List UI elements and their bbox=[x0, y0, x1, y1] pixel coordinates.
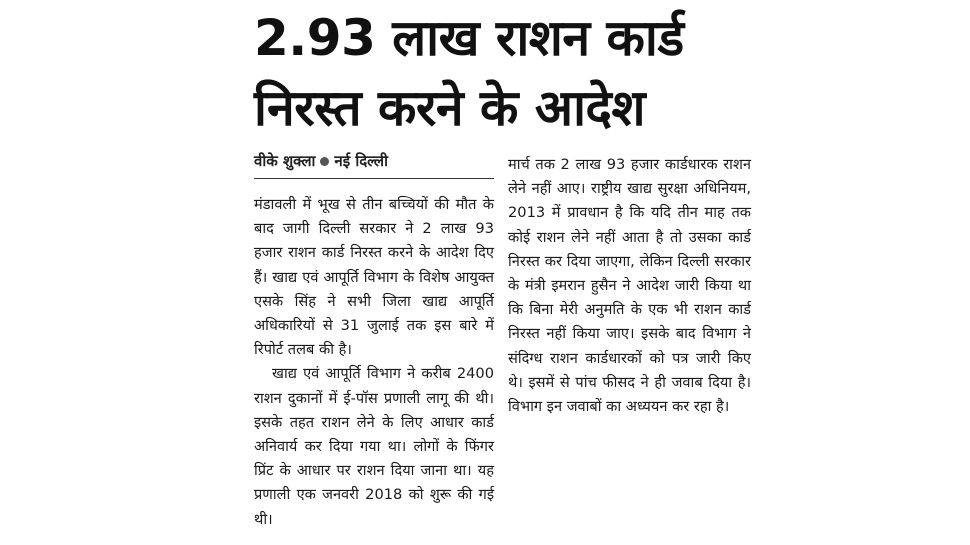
byline-divider bbox=[254, 178, 494, 179]
article-paragraph-3: मार्च तक 2 लाख 93 हजार कार्डधारक राशन लेने नहीं आए। राष्ट्रीय खाद्य सुरक्षा अधिनियम, 2013 में प्रावधान है कि यदि तीन माह तक कोई राशन लेने नहीं आता है तो उसका कार्ड निरस्त कर दिया जाएगा, लेकिन दिल्ली सरकार के मंत्री इमरान हुसैन ने आदेश जारी किया था कि बिना मेरी अनुमति के एक भी राशन कार्ड निरस्त नहीं किया जाए। इसके बाद विभाग ने संदिग्ध राशन कार्डधारकों को पत्र जारी किए थे। इसमें से पांच फीसद ने ही जवाब दिया है। विभाग इन जवाबों का अध्ययन कर रहा है। bbox=[508, 156, 751, 416]
headline-line-1: 2.93 लाख राशन कार्ड bbox=[254, 9, 684, 67]
article-column-right bbox=[508, 153, 751, 419]
article-paragraph-1: मंडावली में भूख से तीन बच्चियों की मौत के बाद जागी दिल्ली सरकार ने 2 लाख 93 हजार राशन कार्ड निरस्त करने के आदेश दिए हैं। खाद्य एवं आपूर्ति विभाग के विशेष आयुक्त एसके सिंह ने सभी जिला खाद्य आपूर्ति अधिकारियों से 31 जुलाई तक इस बारे में रिपोर्ट तलब की है। bbox=[254, 196, 494, 359]
article-column-left bbox=[254, 193, 494, 532]
byline bbox=[254, 150, 388, 172]
bullet-dot-icon bbox=[320, 157, 329, 166]
byline-author: वीके शुक्ला bbox=[254, 152, 316, 170]
article-paragraph-2: खाद्य एवं आपूर्ति विभाग ने करीब 2400 राशन दुकानों में ई-पॉस प्रणाली लागू की थी। इसके तहत राशन लेने के लिए आधार कार्ड अनिवार्य कर दिया गया था। लोगों के फिंगर प्रिंट के आधार पर राशन दिया जाना था। यह प्रणाली एक जनवरी 2018 को शुरू की गई थी। bbox=[254, 365, 494, 528]
headline-line-2: निरस्त करने के आदेश bbox=[254, 79, 645, 137]
byline-location: नई दिल्ली bbox=[334, 152, 388, 170]
